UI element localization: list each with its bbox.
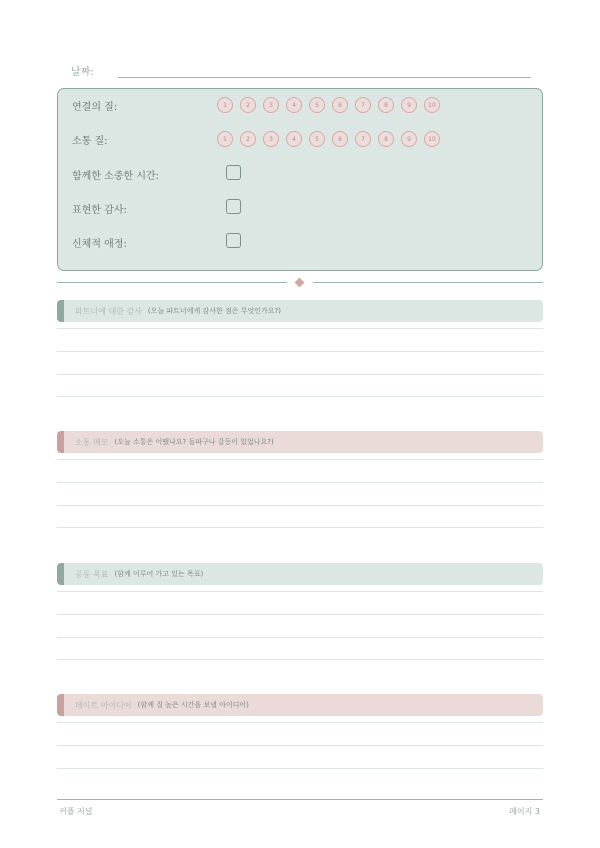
writing-line[interactable] <box>57 459 543 460</box>
writing-line[interactable] <box>57 328 543 329</box>
writing-line[interactable] <box>57 745 543 746</box>
divider-line-right <box>313 282 543 283</box>
writing-line[interactable] <box>57 659 543 660</box>
header-accent-bar <box>57 300 64 322</box>
communication-rating-scale <box>217 131 447 147</box>
rating-circle-9[interactable]: 9 <box>401 131 417 147</box>
rating-circle-10[interactable]: 10 <box>424 97 440 113</box>
rating-circle-10[interactable]: 10 <box>424 131 440 147</box>
writing-line[interactable] <box>57 482 543 483</box>
communication-section-header <box>57 431 543 453</box>
quality-time-label: 함께한 소중한 시간: <box>72 171 160 182</box>
rating-circle-8[interactable]: 8 <box>378 131 394 147</box>
writing-line[interactable] <box>57 637 543 638</box>
rating-circle-1[interactable]: 1 <box>217 131 233 147</box>
rating-circle-1[interactable]: 1 <box>217 97 233 113</box>
physical-affection-label: 신체적 애정: <box>72 239 127 250</box>
writing-line[interactable] <box>57 374 543 375</box>
ornament-divider <box>57 278 543 288</box>
quality-time-checkbox[interactable] <box>226 165 241 180</box>
divider-line-left <box>57 282 287 283</box>
connection-quality-row <box>72 95 532 115</box>
rating-circle-4[interactable]: 4 <box>286 131 302 147</box>
section-title: 데이트 아이디어 <box>75 700 132 710</box>
physical-affection-row <box>72 232 532 252</box>
writing-line[interactable] <box>57 505 543 506</box>
footer-divider <box>57 799 543 800</box>
rating-circle-3[interactable]: 3 <box>263 97 279 113</box>
section-subtitle: (오늘 파트너에게 감사한 점은 무엇인가요?) <box>147 307 281 315</box>
date-label: 날짜: <box>71 67 94 78</box>
connection-rating-scale <box>217 97 447 113</box>
communication-quality-row <box>72 129 532 149</box>
section-title: 공동 목표 <box>75 569 109 579</box>
rating-circle-6[interactable]: 6 <box>332 97 348 113</box>
writing-line[interactable] <box>57 591 543 592</box>
date-row <box>71 63 531 81</box>
daily-rating-box <box>57 88 543 271</box>
shared-goals-section <box>57 563 543 585</box>
gratitude-section <box>57 300 543 322</box>
communication-section <box>57 431 543 453</box>
connection-quality-label: 연결의 질: <box>72 102 118 113</box>
date-ideas-section-header <box>57 694 543 716</box>
header-accent-bar <box>57 431 64 453</box>
gratitude-expressed-checkbox[interactable] <box>226 199 241 214</box>
section-subtitle: (함께 질 높은 시간을 보낼 아이디어) <box>137 701 249 709</box>
rating-circle-6[interactable]: 6 <box>332 131 348 147</box>
rating-circle-4[interactable]: 4 <box>286 97 302 113</box>
writing-line[interactable] <box>57 527 543 528</box>
rating-circle-2[interactable]: 2 <box>240 97 256 113</box>
header-accent-bar <box>57 563 64 585</box>
writing-line[interactable] <box>57 722 543 723</box>
section-title: 소통 메모 <box>75 437 109 447</box>
rating-circle-7[interactable]: 7 <box>355 97 371 113</box>
rating-circle-2[interactable]: 2 <box>240 131 256 147</box>
date-ideas-section <box>57 694 543 716</box>
footer-journal-title: 커플 저널 <box>59 807 93 816</box>
rating-circle-3[interactable]: 3 <box>263 131 279 147</box>
writing-line[interactable] <box>57 351 543 352</box>
rating-circle-9[interactable]: 9 <box>401 97 417 113</box>
shared-goals-section-header <box>57 563 543 585</box>
writing-line[interactable] <box>57 396 543 397</box>
gratitude-section-header <box>57 300 543 322</box>
gratitude-expressed-row <box>72 198 532 218</box>
gratitude-expressed-label: 표현한 감사: <box>72 205 127 216</box>
date-input-line[interactable] <box>118 77 531 78</box>
rating-circle-5[interactable]: 5 <box>309 97 325 113</box>
footer-page-number: 페이지 3 <box>509 807 540 816</box>
diamond-icon <box>295 278 305 288</box>
rating-circle-7[interactable]: 7 <box>355 131 371 147</box>
section-title: 파트너에 대한 감사 <box>75 306 142 316</box>
communication-quality-label: 소통 질: <box>72 136 108 147</box>
section-subtitle: (함께 이루어 가고 있는 목표) <box>114 570 204 578</box>
writing-line[interactable] <box>57 768 543 769</box>
section-subtitle: (오늘 소통은 어땠나요? 돌파구나 갈등이 있었나요?) <box>114 438 274 446</box>
physical-affection-checkbox[interactable] <box>226 233 241 248</box>
quality-time-row <box>72 164 532 184</box>
rating-circle-5[interactable]: 5 <box>309 131 325 147</box>
rating-circle-8[interactable]: 8 <box>378 97 394 113</box>
writing-line[interactable] <box>57 614 543 615</box>
header-accent-bar <box>57 694 64 716</box>
